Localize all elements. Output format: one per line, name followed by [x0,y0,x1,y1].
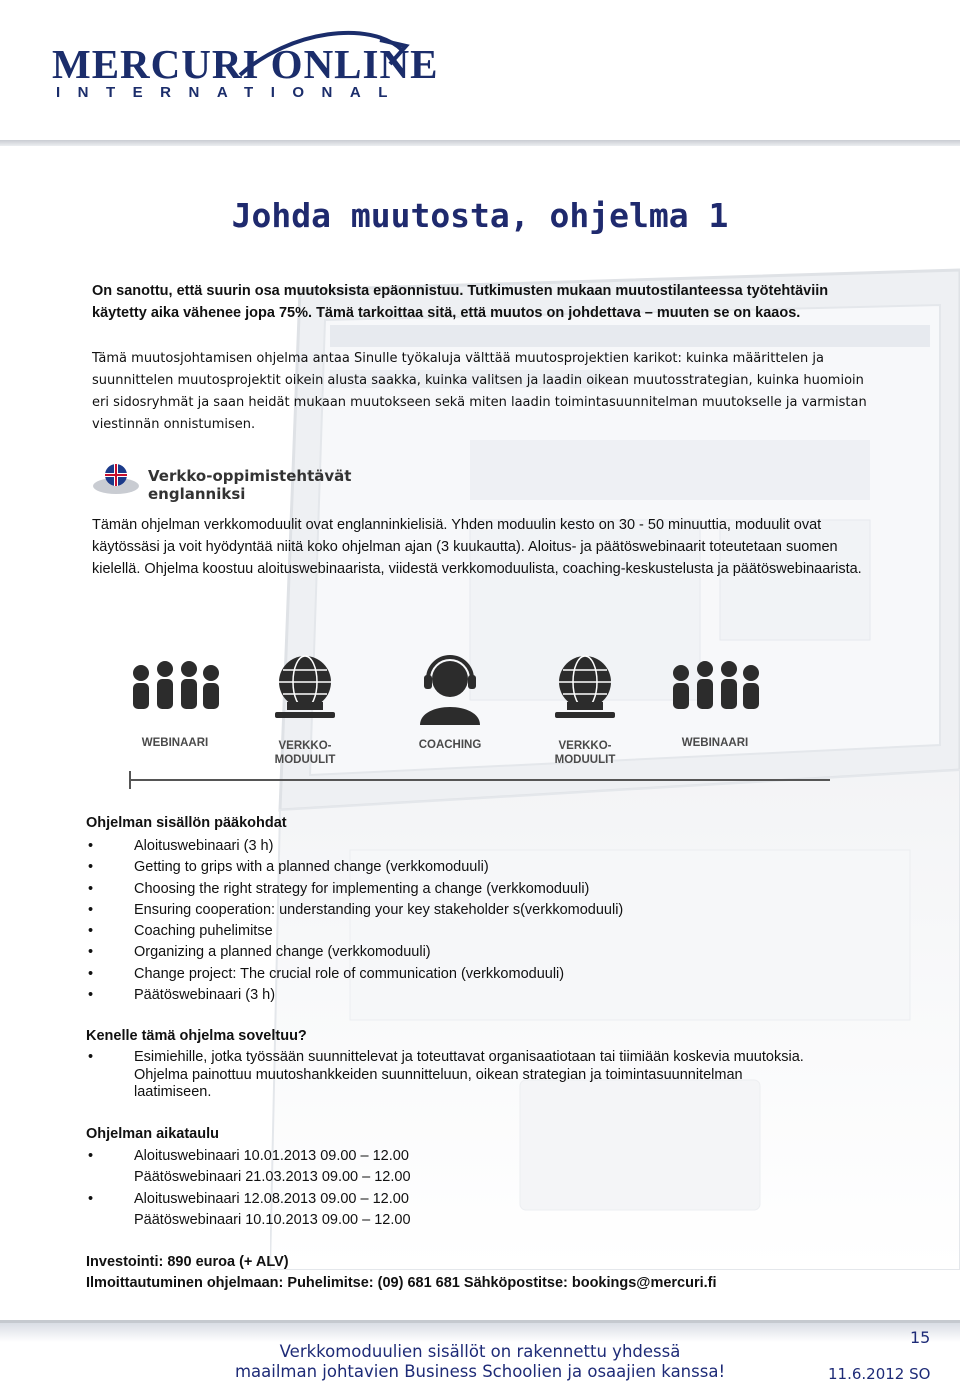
list-item [86,985,846,1006]
process-step-label: COACHING [418,739,482,751]
computer-globe-icon [515,650,655,728]
bullet: • [88,901,94,918]
header-divider [0,140,960,146]
footer-divider [0,1320,960,1323]
group-icon [105,655,245,727]
page-number: 15 [910,1328,931,1347]
schedule-list [86,1146,846,1231]
audience-list [86,1049,816,1102]
schedule-row [86,1189,846,1210]
process-step-coaching [380,655,520,752]
bullet: • [88,1049,94,1065]
list-item [86,964,846,985]
list-item-text: Esimiehille, jotka työssään suunnittelevat ja toteuttavat organisaatiotaan tai tiimiään koskevia muutoksia. Ohjelma painottuu muutoshankkeiden suunnitteluun, oikean strategian ja toimintasuunnitelman laatimiseen. [134,1049,804,1100]
badge-title: Verkko-oppimistehtävät [148,467,352,485]
list-item-text: Ensuring cooperation: understanding your key stakeholder s(verkkomoduuli) [134,901,624,918]
process-step-label: WEBINAARI [141,737,209,749]
footer-tagline [0,1342,960,1382]
process-step-webinaari-1 [105,655,245,750]
process-step-label: WEBINAARI [681,737,749,749]
list-item [86,900,846,921]
schedule-row [86,1167,846,1188]
list-item [86,921,846,942]
bullet: • [88,944,94,961]
intro-lead: On sanottu, että suurin osa muutoksista epäonnistuu. Tutkimusten mukaan muutostilanteessa työtehtäviin käytetty aika vähenee jopa 75%. Tämä tarkoittaa sitä, että muutos on johdettava – muuten se on kaaos. [92,283,829,321]
audience-heading: Kenelle tämä ohjelma soveltuu? [86,1028,307,1044]
schedule-text: Päätöswebinaari 10.10.2013 09.00 – 12.00 [134,1211,411,1228]
bullet: • [88,965,94,982]
list-item-text: Getting to grips with a planned change (verkkomoduuli) [134,859,489,876]
list-item [86,857,846,878]
list-item-text: Change project: The crucial role of communication (verkkomoduuli) [134,965,565,982]
bullet: • [88,987,94,1004]
bullet: • [88,880,94,897]
process-step-label [515,739,655,767]
group-icon [645,655,785,727]
bullet: • [88,1148,94,1164]
process-step-webinaari-2 [645,655,785,750]
list-item [86,836,846,857]
logo-subtitle: INTERNATIONAL [56,84,405,101]
schedule-row [86,1210,846,1231]
list-item [86,1049,816,1102]
list-item-text: Päätöswebinaari (3 h) [134,987,276,1004]
list-item [86,942,846,963]
page-date: 11.6.2012 SO [828,1365,931,1383]
bullet: • [88,1190,94,1207]
process-step-verkkomoduulit-1 [235,650,375,767]
process-step-label [235,739,375,767]
uk-flag-badge-icon [92,462,144,498]
list-item-text: Coaching puhelimitse [134,923,273,940]
process-step-label-line: MODUULIT [554,754,616,766]
list-item [86,879,846,900]
process-step-label-line: VERKKO- [558,740,612,752]
modules-description: Tämän ohjelman verkkomoduulit ovat englanninkielisiä. Yhden moduulin kesto on 30 - 50 minuuttia, moduulit ovat käytössäsi ja voit hyödyntää niitä koko ohjelman ajan (3 kuukautta). Aloitus- ja päätöswebinaarit toteutetaan suomen kielellä. Ohjelma koostuu aloituswebinaarista, viidestä verkkomoduulista, coaching-keskustelusta ja päätöswebinaarista. [92,517,862,577]
timeline-line [130,779,830,781]
bullet: • [88,859,94,876]
list-item-text: Organizing a planned change (verkkomoduuli) [134,944,431,961]
contents-heading: Ohjelman sisällön pääkohdat [86,815,287,831]
process-step-label-line: MODUULIT [274,754,336,766]
badge-subtitle: englanniksi [148,485,246,503]
contents-list [86,836,846,1006]
process-step-verkkomoduulit-2 [515,650,655,767]
schedule-text: Päätöswebinaari 21.03.2013 09.00 – 12.00 [134,1169,411,1186]
list-item-text: Choosing the right strategy for implementing a change (verkkomoduuli) [134,880,590,897]
schedule-heading: Ohjelman aikataulu [86,1126,219,1142]
schedule-text: Aloituswebinaari 12.08.2013 09.00 – 12.00 [134,1190,409,1207]
bullet: • [88,923,94,940]
computer-globe-icon [235,650,375,728]
logo-wordmark: MERCURI ONLINE [52,41,439,87]
list-item-text: Aloituswebinaari (3 h) [134,838,274,854]
footer-line-1: Verkkomoduulien sisällöt on rakennettu yhdessä [279,1342,681,1361]
footer-line-2: maailman johtavien Business Schoolien ja osaajien kanssa! [234,1362,726,1381]
schedule-text: Aloituswebinaari 10.01.2013 09.00 – 12.00 [134,1148,409,1164]
investment-text: Investointi: 890 euroa (+ ALV) [86,1254,289,1270]
intro-body: Tämä muutosjohtamisen ohjelma antaa Sinulle työkaluja välttää muutosprojektien karikot: kuinka määrittelen ja suunnittelen muutosprojektit oikein alusta saakka, kuinka valitsen ja laadin oikean muutosstrategian, kuinka huomioin eri sidosryhmät ja saan heidät mukaan muutokseen sekä miten laadin toimintasuunnitelman muutokselle ja varmistan viestinnän onnistumisen. [92,351,867,432]
process-step-label-line: VERKKO- [278,740,332,752]
schedule-row [86,1146,846,1167]
bullet: • [88,838,94,854]
registration-text: Ilmoittautuminen ohjelmaan: Puhelimitse: (09) 681 681 Sähköpostitse: bookings@mercuri.fi [86,1275,717,1291]
page-title: Johda muutosta, ohjelma 1 [231,196,729,235]
headset-person-icon [380,655,520,727]
